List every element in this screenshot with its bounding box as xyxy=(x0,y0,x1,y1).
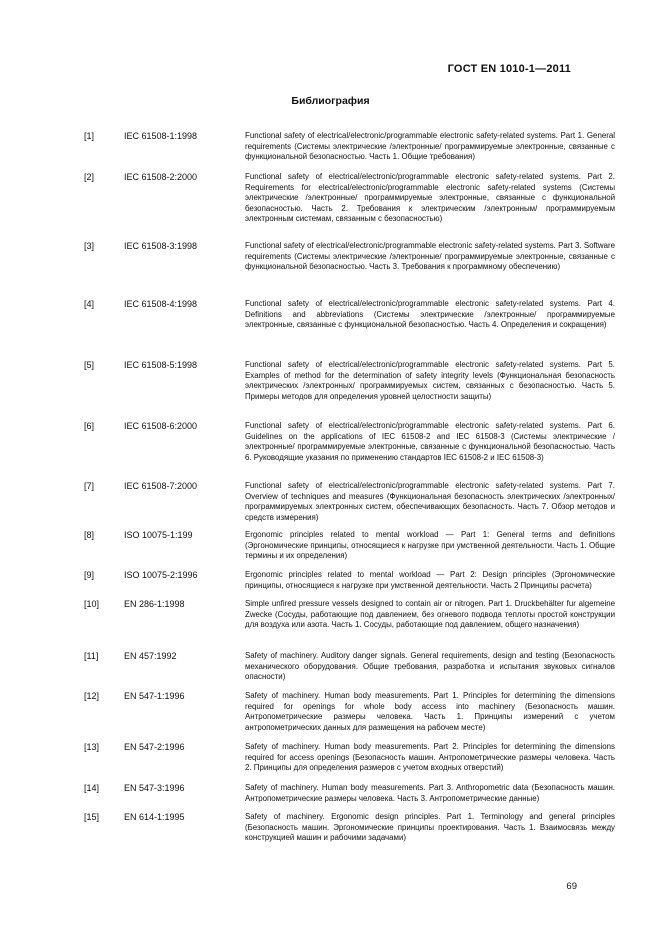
entry-description: Safety of machinery. Human body measurements. Part 2. Principles for determining the dimensions required for access openings (Безопасность машин. Антропометрические размеры человека. Часть 2. Принципы для определения размеров с учетом входных отверстий) xyxy=(245,742,615,773)
entry-standard-code: IEC 61508-2:2000 xyxy=(124,172,198,182)
entry-number: [1] xyxy=(84,131,95,141)
entry-description: Functional safety of electrical/electronic/programmable electronic safety-related systems. Part 2. Requirements for electrical/electronic/programmable electronic safety-related systems (Системы электрические /электронные/ программируемые электронные, связанные с функциональной безопасностью. Часть 2. Требования к электрическим /электронным/ программируемым электронным системам, связанным с безопасностью) xyxy=(245,172,615,224)
entry-description: Ergonomic principles related to mental workload — Part 2: Design principles (Эргономические принципы, относящиеся к нагрузке при умственной деятельности. Часть 2 Принципы расчета) xyxy=(245,570,615,590)
entry-number: [10] xyxy=(84,599,100,609)
entry-standard-code: IEC 61508-4:1998 xyxy=(124,299,198,309)
entry-description: Functional safety of electrical/electronic/programmable electronic safety-related systems. Part 3. Software requirements (Системы электрические /электронные/ программируемые электронные, связанные с функциональной безопасностью. Часть 3. Требования к программному обеспечению) xyxy=(245,241,615,272)
entry-standard-code: EN 457:1992 xyxy=(124,651,177,661)
entry-description: Ergonomic principles related to mental workload — Part 1: General terms and definitions (Эргономические принципы, относящиеся к нагрузке при умственной деятельности. Часть 1. Общие термины и их определения) xyxy=(245,530,615,561)
entry-standard-code: ISO 10075-1:199 xyxy=(124,530,193,540)
entry-description: Functional safety of electrical/electronic/programmable electronic safety-related systems. Part 7. Overview of techniques and measures (Функциональная безопасность электрических /электронных/ программируемых электронных систем, обеспечивающих безопасность. Часть 7. Обзор методов и средств измерения) xyxy=(245,481,615,522)
entry-description: Functional safety of electrical/electronic/programmable electronic safety-related systems. Part 6. Guidelines on the applications of IEC 61508-2 and IEC 61508-3 (Системы электрические /электронные/ программируемые электронные, связанные с функциональной безопасностью. Часть 6. Руководящие указания по применению стандартов IEC 61508-2 и IEC 61508-3) xyxy=(245,421,615,462)
entry-description: Functional safety of electrical/electronic/programmable electronic safety-related systems. Part 1. General requirements (Системы электрические /электронные/ программируемые электронные, связанные с функциональной безопасностью. Часть 1. Общие требования) xyxy=(245,131,615,162)
entry-standard-code: EN 547-2:1996 xyxy=(124,742,185,752)
document-header: ГОСТ EN 1010-1—2011 xyxy=(447,63,571,75)
entry-description: Safety of machinery. Auditory danger signals. General requirements, design and testing (Безопасность механического оборудования. Общие требования, разработка и испытания звуковых сигналов опасности) xyxy=(245,651,615,682)
entry-number: [2] xyxy=(84,172,95,182)
entry-number: [14] xyxy=(84,783,100,793)
entry-description: Simple unfired pressure vessels designed to contain air or nitrogen. Part 1. Druckbehälter fur algemeine Zwecke (Сосуды, работающие под давлением, без огневого подвода теплоты простой конструкции для воздуха или азота. Часть 1. Сосуды, работающие под давлением, общего назначения) xyxy=(245,599,615,630)
entry-number: [4] xyxy=(84,299,95,309)
entry-number: [9] xyxy=(84,570,95,580)
entry-standard-code: IEC 61508-7:2000 xyxy=(124,481,198,491)
entry-number: [11] xyxy=(84,651,99,661)
entry-standard-code: ISO 10075-2:1996 xyxy=(124,570,198,580)
entry-standard-code: IEC 61508-5:1998 xyxy=(124,360,198,370)
entry-description: Functional safety of electrical/electronic/programmable electronic safety-related systems. Part 4. Definitions and abbreviations (Системы электрические /электронные/ программируемые электронные, связанные с функциональной безопасностью. Часть 4. Определения и сокращения) xyxy=(245,299,615,330)
entry-description: Safety of machinery. Human body measurements. Part 3. Anthropometric data (Безопасность машин. Антропометрические размеры человека. Часть 3. Антропометрические данные) xyxy=(245,783,615,803)
entry-standard-code: EN 286-1:1998 xyxy=(124,599,185,609)
entry-standard-code: IEC 61508-6:2000 xyxy=(124,421,198,431)
entry-standard-code: IEC 61508-1:1998 xyxy=(124,131,198,141)
entry-standard-code: IEC 61508-3:1998 xyxy=(124,241,198,251)
entry-number: [13] xyxy=(84,742,100,752)
entry-number: [7] xyxy=(84,481,95,491)
entry-description: Functional safety of electrical/electronic/programmable electronic safety-related systems. Part 5. Examples of method for the determination of safety integrity levels (Функциональная безопасность электрических /электронных/ программируемых систем, связанных с безопасностью. Часть 5. Примеры методов для определения уровней целостности защиты) xyxy=(245,360,615,401)
entry-number: [12] xyxy=(84,691,100,701)
entry-description: Safety of machinery. Ergonomic design principles. Part 1. Terminology and general principles (Безопасность машин. Эргономические принципы проектирования. Часть 1. Взаимосвязь между конструкцией машин и рабочими задачами) xyxy=(245,812,615,843)
page-title: Библиография xyxy=(291,95,370,107)
entry-description: Safety of machinery. Human body measurements. Part 1. Principles for determining the dimensions required for openings for whole body access into machinery (Безопасность машин. Антропометрические размеры человека. Часть 1. Принципы измерений с учетом антропометрических данных для размещения на рабочем месте) xyxy=(245,691,615,732)
entry-standard-code: EN 614-1:1995 xyxy=(124,812,185,822)
entry-number: [5] xyxy=(84,360,95,370)
entry-number: [15] xyxy=(84,812,100,822)
entry-number: [3] xyxy=(84,241,95,251)
entry-number: [6] xyxy=(84,421,95,431)
entry-standard-code: EN 547-1:1996 xyxy=(124,691,185,701)
page-number: 69 xyxy=(566,881,577,892)
entry-number: [8] xyxy=(84,530,95,540)
entry-standard-code: EN 547-3:1996 xyxy=(124,783,185,793)
